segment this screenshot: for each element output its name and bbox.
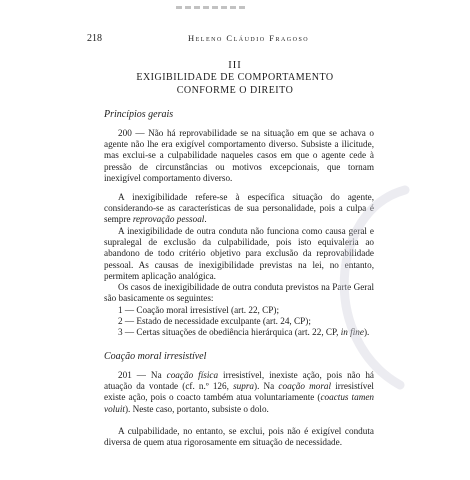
italic-run: coação moral <box>278 381 332 392</box>
paragraph-culpabilidade-text: A culpabilidade, no entanto, se exclui, pois não é exigível conduta diversa de quem atua rigorosamente em situação de necessidade. <box>104 426 374 448</box>
italic-run: supra <box>233 381 255 392</box>
paragraph-200-text: 200 — Não há reprovabilidade se na situação em que se achava o agente não lhe era exigível comportamento diverso. Subsiste a ilicitude, mas exclui-se a culpabilidade naqueles casos em que o agente cede à pressão de circunstâncias ou motivos excepcionais, que tornam inexigível comportamento diverso. <box>104 128 374 183</box>
page-number: 218 <box>87 33 102 44</box>
subheading-coacao: Coação moral irresistível <box>104 351 207 362</box>
text-run: ). Na <box>254 381 279 392</box>
italic-run: reprovação pessoal <box>132 214 205 225</box>
paragraph-casos <box>104 282 374 304</box>
text-run: irresistível existe ação, pois o coacto também atua voluntariamente ( <box>104 381 374 403</box>
list-item: 2 — Estado de necessidade exculpante (art. 24, CP); <box>118 316 311 327</box>
text-run: 3 — Certas situações de obediência hierárquica (art. 22, CP, <box>118 327 341 338</box>
section-title-line-1: EXIGIBILIDADE DE COMPORTAMENTO <box>136 72 334 83</box>
text-run: ). Neste caso, portanto, subsiste o dolo. <box>124 403 269 414</box>
text-run: 201 — Na <box>118 370 167 380</box>
italic-run: coação física <box>166 370 219 380</box>
italic-run: coactus tamen voluit <box>104 392 374 414</box>
top-edge-mark <box>176 6 248 9</box>
text-run: ). <box>363 327 370 338</box>
paragraph-casos-text: Os casos de inexigibilidade de outra conduta previstos na Parte Geral são basicamente os seguintes: <box>104 282 374 304</box>
cases-list <box>104 305 374 339</box>
subheading-principios: Princípios gerais <box>104 109 174 120</box>
running-header-author: Heleno Cláudio Fragoso <box>188 33 310 43</box>
section-title-line-2: CONFORME O DIREITO <box>176 84 294 96</box>
running-header <box>0 33 470 47</box>
text-run: irresistível, inexiste ação, pois não há atuação da vontade (cf. n.º 126, <box>104 370 374 392</box>
section-number: III <box>228 60 242 71</box>
text-run: . <box>204 214 207 225</box>
list-item <box>104 327 374 338</box>
paragraph-causa-geral <box>104 226 374 282</box>
list-item: 1 — Coação moral irresistível (art. 22, CP); <box>118 305 280 315</box>
paragraph-inexigibilidade-text <box>104 192 374 226</box>
paragraph-inexigibilidade <box>104 192 374 226</box>
paragraph-200 <box>104 128 374 184</box>
paragraph-culpabilidade <box>104 426 374 448</box>
section-title <box>0 72 470 97</box>
paragraph-201-text <box>104 370 374 415</box>
text-run: A inexigibilidade refere-se à específica situação do agente, considerando-se as características de sua personalidade, pois a culpa é sempre <box>104 192 374 225</box>
italic-run: in fine <box>340 327 364 338</box>
paragraph-causa-geral-text: A inexigibilidade de outra conduta não funciona como causa geral e supralegal de exclusão da culpabilidade, pois isto equivaleria ao abandono de todo critério objetivo para exclusão da reprovabilidade pessoal. As causas de inexigibilidade previstas na lei, no entanto, permitem aplicação analógica. <box>104 226 374 281</box>
paragraph-201 <box>104 370 374 415</box>
